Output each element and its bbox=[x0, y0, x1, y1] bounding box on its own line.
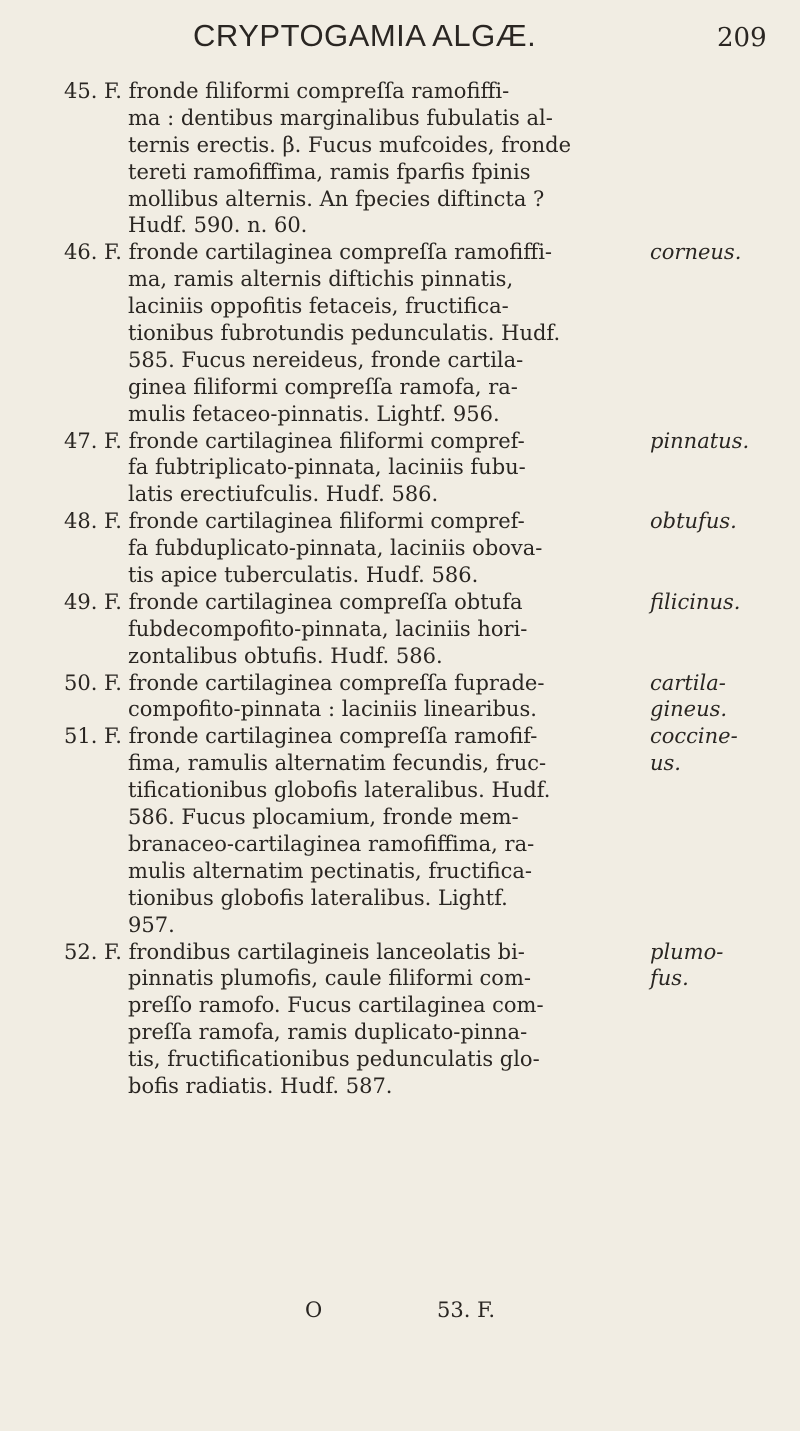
running-title: CRYPTOGAMIA ALGÆ. bbox=[193, 18, 537, 53]
catchword: 53. F. bbox=[437, 1298, 496, 1322]
entry-text: F. fronde cartilaginea filiformi compref- bbox=[104, 509, 525, 534]
entry-text: ma : dentibus marginalibus fubulatis al- bbox=[128, 105, 553, 130]
entry-text: mollibus alternis. An fpecies diftincta ? bbox=[128, 186, 545, 211]
entry-line bbox=[0, 508, 800, 535]
entry-line bbox=[0, 481, 800, 508]
entry-line bbox=[0, 589, 800, 616]
entry-line bbox=[0, 347, 800, 374]
entry-line bbox=[0, 1073, 800, 1100]
entry-line bbox=[0, 293, 800, 320]
entry-line bbox=[0, 616, 800, 643]
entry-text: 585. Fucus nereideus, fronde cartila- bbox=[128, 347, 524, 372]
entry-text: fima, ramulis alternatim fecundis, fruc- bbox=[128, 751, 547, 776]
entry-line bbox=[0, 804, 800, 831]
entry-text: branaceo-cartilaginea ramofiffima, ra- bbox=[128, 831, 535, 856]
species-entry bbox=[0, 508, 800, 589]
species-epithet: fus. bbox=[650, 966, 689, 991]
entry-line bbox=[0, 912, 800, 939]
entry-text: F. fronde filiformi compreſſa ramofiffi- bbox=[104, 79, 510, 103]
entry-text: pinnatis plumofis, caule filiformi com- bbox=[128, 966, 531, 991]
species-epithet: obtufus. bbox=[650, 509, 737, 534]
species-list bbox=[0, 78, 800, 1100]
entry-number: 52. bbox=[64, 939, 98, 964]
entry-text: bofis radiatis. Hudf. 587. bbox=[128, 1073, 393, 1098]
entry-line bbox=[0, 723, 800, 750]
entry-line bbox=[0, 670, 800, 697]
entry-number: 49. bbox=[64, 589, 98, 614]
entry-line bbox=[0, 965, 800, 992]
species-entry bbox=[0, 670, 800, 724]
species-epithet: plumo- bbox=[650, 939, 724, 964]
entry-text: tionibus globofis lateralibus. Lightf. bbox=[128, 885, 508, 910]
entry-line bbox=[0, 239, 800, 266]
species-entry bbox=[0, 239, 800, 427]
species-entry bbox=[0, 723, 800, 938]
page-header bbox=[0, 18, 800, 68]
species-epithet: pinnatus. bbox=[650, 428, 750, 453]
entry-line bbox=[0, 401, 800, 428]
entry-text: F. frondibus cartilagineis lanceolatis bi- bbox=[104, 939, 525, 964]
signature-mark: O bbox=[305, 1298, 323, 1322]
species-epithet: filicinus. bbox=[650, 589, 741, 614]
entry-text: Hudf. 590. n. 60. bbox=[128, 213, 308, 238]
species-epithet: gineus. bbox=[650, 697, 728, 722]
entry-line bbox=[0, 777, 800, 804]
species-epithet: corneus. bbox=[650, 240, 742, 265]
entry-text: F. fronde cartilaginea compreſſa obtufa bbox=[104, 589, 523, 614]
entry-line bbox=[0, 212, 800, 239]
entry-line bbox=[0, 562, 800, 589]
species-entry bbox=[0, 78, 800, 239]
entry-line bbox=[0, 1019, 800, 1046]
entry-text: mulis alternatim pectinatis, fructifica- bbox=[128, 858, 533, 883]
species-entry bbox=[0, 428, 800, 509]
entry-line bbox=[0, 454, 800, 481]
entry-line bbox=[0, 186, 800, 213]
entry-text: fubdecompofito-pinnata, laciniis hori- bbox=[128, 616, 528, 641]
entry-text: mulis fetaceo-pinnatis. Lightf. 956. bbox=[128, 401, 500, 426]
entry-line bbox=[0, 78, 800, 105]
entry-text: latis erectiufculis. Hudf. 586. bbox=[128, 482, 439, 507]
entry-line bbox=[0, 266, 800, 293]
entry-line bbox=[0, 159, 800, 186]
entry-text: zontalibus obtufis. Hudf. 586. bbox=[128, 643, 443, 668]
species-entry bbox=[0, 939, 800, 1100]
entry-line bbox=[0, 132, 800, 159]
entry-text: preſſo ramofo. Fucus cartilaginea com- bbox=[128, 993, 544, 1018]
entry-text: tereti ramofiffima, ramis fparfis fpinis bbox=[128, 159, 531, 184]
entry-text: compofito-pinnata : laciniis linearibus. bbox=[128, 697, 537, 722]
entry-text: ginea filiformi compreſſa ramofa, ra- bbox=[128, 374, 518, 399]
entry-text: ma, ramis alternis diftichis pinnatis, bbox=[128, 267, 514, 292]
entry-number: 46. bbox=[64, 240, 98, 265]
entry-line bbox=[0, 105, 800, 132]
entry-line bbox=[0, 831, 800, 858]
entry-text: ternis erectis. β. Fucus mufcoides, fronde bbox=[128, 132, 572, 157]
entry-line bbox=[0, 750, 800, 777]
entry-line bbox=[0, 320, 800, 347]
entry-line bbox=[0, 992, 800, 1019]
entry-text: preſſa ramofa, ramis duplicato-pinna- bbox=[128, 1020, 528, 1045]
species-epithet: us. bbox=[650, 751, 681, 776]
species-epithet: coccine- bbox=[650, 724, 738, 749]
page-footer bbox=[0, 1298, 800, 1328]
species-entry bbox=[0, 589, 800, 670]
entry-line bbox=[0, 939, 800, 966]
entry-line bbox=[0, 643, 800, 670]
entry-text: fa fubtriplicato-pinnata, laciniis fubu- bbox=[128, 455, 526, 480]
entry-text: fa fubduplicato-pinnata, laciniis obova- bbox=[128, 536, 543, 561]
entry-number: 48. bbox=[64, 509, 98, 534]
entry-number: 47. bbox=[64, 428, 98, 453]
entry-number: 51. bbox=[64, 724, 98, 749]
entry-text: F. fronde cartilaginea filiformi compref- bbox=[104, 428, 525, 453]
entry-number: 45. bbox=[64, 79, 98, 103]
entry-text: tis, fructificationibus pedunculatis glo- bbox=[128, 1047, 540, 1072]
entry-line bbox=[0, 428, 800, 455]
entry-text: laciniis oppofitis fetaceis, fructifica- bbox=[128, 294, 509, 319]
species-epithet: cartila- bbox=[650, 670, 726, 695]
entry-text: tionibus fubrotundis pedunculatis. Hudf. bbox=[128, 321, 561, 346]
entry-line bbox=[0, 535, 800, 562]
entry-text: F. fronde cartilaginea compreſſa fuprade- bbox=[104, 670, 545, 695]
entry-line bbox=[0, 374, 800, 401]
entry-line bbox=[0, 696, 800, 723]
entry-line bbox=[0, 858, 800, 885]
entry-text: F. fronde cartilaginea compreſſa ramofiffi- bbox=[104, 240, 553, 265]
entry-text: tificationibus globofis lateralibus. Hudf. bbox=[128, 778, 551, 803]
entry-text: F. fronde cartilaginea compreſſa ramofif- bbox=[104, 724, 538, 749]
entry-number: 50. bbox=[64, 670, 98, 695]
page-number: 209 bbox=[717, 23, 767, 53]
entry-text: 586. Fucus plocamium, fronde mem- bbox=[128, 805, 519, 830]
entry-line bbox=[0, 885, 800, 912]
entry-text: tis apice tuberculatis. Hudf. 586. bbox=[128, 563, 479, 588]
entry-line bbox=[0, 1046, 800, 1073]
entry-text: 957. bbox=[128, 912, 175, 937]
